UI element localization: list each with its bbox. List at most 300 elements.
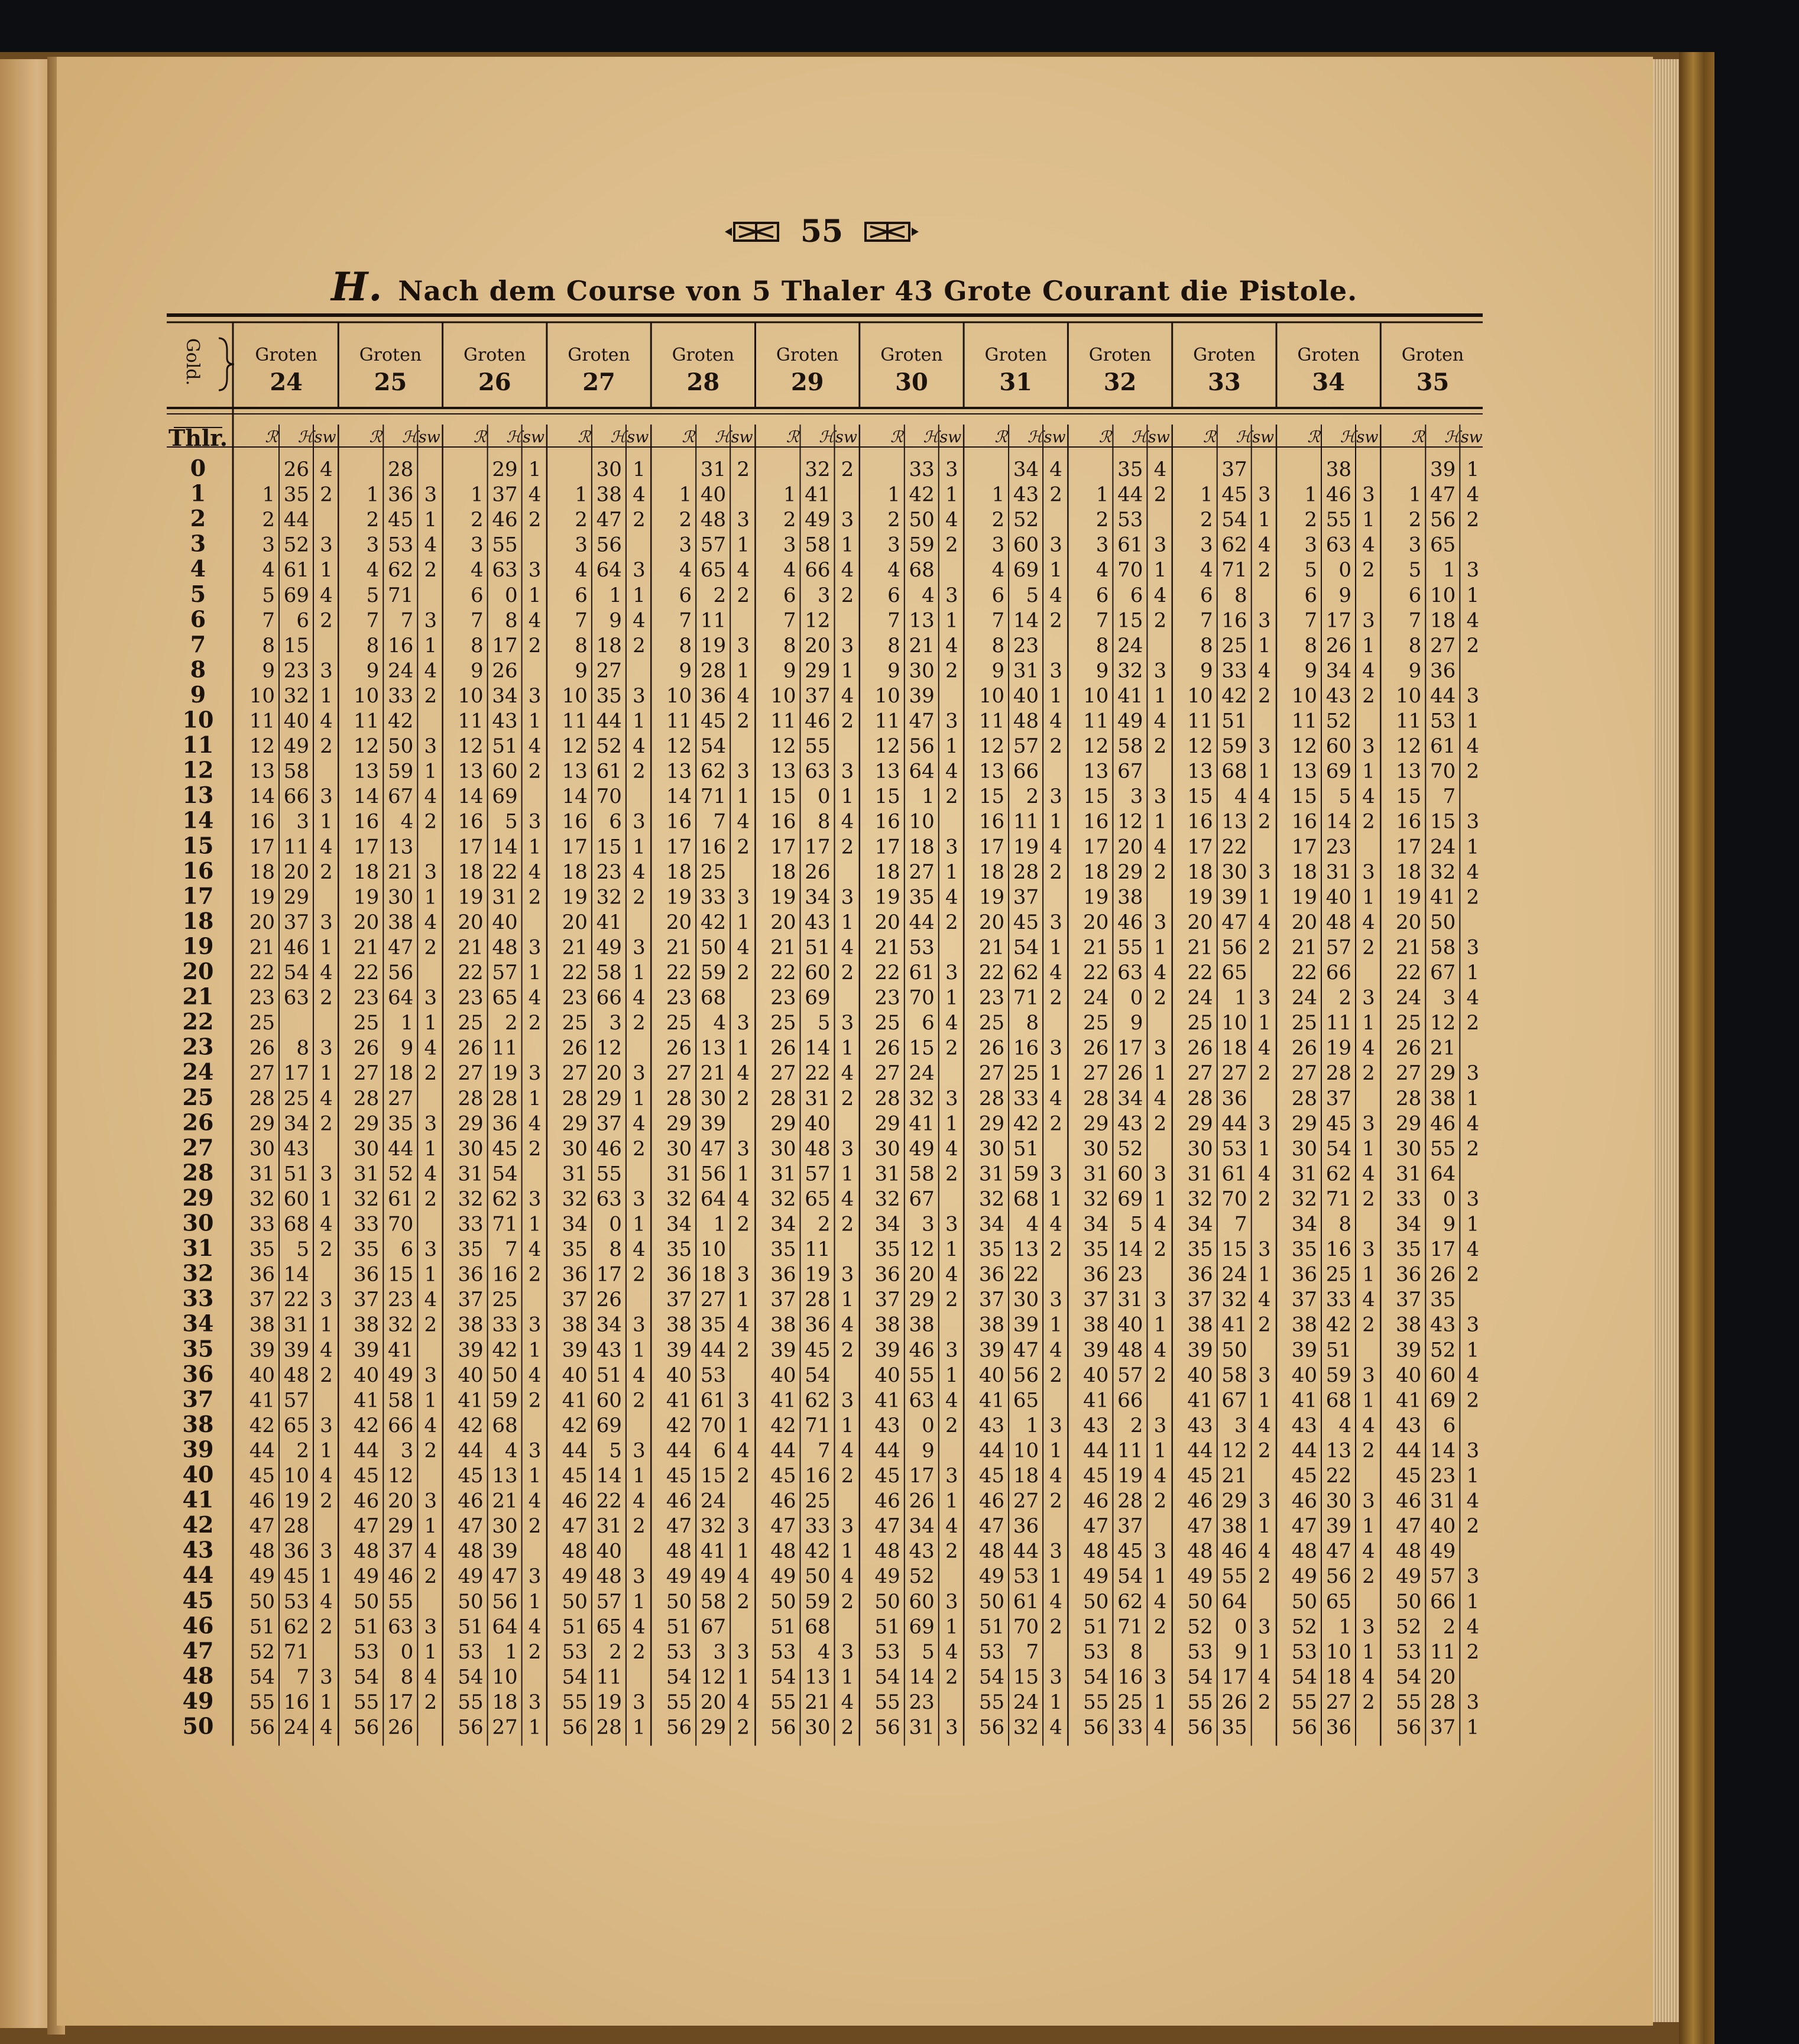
cell-swaren: 4 (320, 1716, 333, 1739)
cell-thaler: 18 (562, 860, 588, 884)
row-label: 46 (183, 1612, 214, 1638)
cell-swaren: 3 (320, 1162, 333, 1185)
cell-grote: 44 (701, 1338, 726, 1362)
cell-grote: 27 (1221, 1061, 1247, 1085)
cell-thaler: 40 (249, 1363, 275, 1387)
cell-grote: 69 (1430, 1388, 1456, 1412)
cell-grote: 71 (1221, 558, 1247, 582)
sub-header-reichsthaler: ℛ (682, 428, 696, 446)
cell-thaler: 45 (979, 1464, 1004, 1488)
cell-thaler: 1 (1200, 483, 1213, 507)
cell-thaler: 15 (1187, 785, 1213, 808)
cell-swaren: 1 (424, 1514, 437, 1538)
cell-swaren: 1 (841, 1540, 854, 1563)
cell-grote: 3 (609, 1011, 622, 1035)
cell-swaren: 1 (945, 1489, 958, 1513)
cell-thaler: 32 (354, 1187, 379, 1211)
cell-grote: 60 (805, 961, 830, 984)
cell-swaren: 3 (1049, 1665, 1062, 1689)
cell-grote: 49 (1117, 710, 1143, 733)
cell-thaler: 8 (887, 634, 900, 657)
cell-grote: 68 (909, 558, 935, 582)
cell-grote: 70 (1013, 1615, 1039, 1638)
cell-swaren: 3 (737, 1011, 750, 1035)
cell-swaren: 4 (945, 1640, 958, 1664)
cell-grote: 39 (284, 1338, 309, 1362)
cell-grote: 8 (505, 608, 518, 632)
cell-thaler: 11 (354, 710, 379, 733)
cell-grote: 28 (1117, 1489, 1143, 1513)
row-label: 34 (183, 1310, 214, 1337)
cell-grote: 33 (492, 1313, 517, 1337)
cell-swaren: 4 (1154, 710, 1167, 733)
cell-thaler: 54 (1187, 1665, 1213, 1689)
cell-swaren: 3 (945, 961, 958, 984)
cell-thaler: 48 (1396, 1540, 1421, 1563)
cell-thaler: 25 (354, 1011, 379, 1035)
cell-grote: 15 (1013, 1665, 1039, 1689)
cell-thaler: 30 (666, 1137, 692, 1161)
cell-thaler: 30 (875, 1137, 900, 1161)
cell-grote: 15 (284, 634, 309, 657)
cell-thaler: 10 (562, 684, 588, 708)
cell-thaler: 28 (979, 1087, 1004, 1110)
row-label: 13 (183, 782, 214, 808)
cell-thaler: 43 (1396, 1414, 1421, 1437)
cell-thaler: 16 (979, 810, 1004, 834)
cell-grote: 58 (909, 1162, 935, 1185)
cell-swaren: 2 (1466, 1514, 1479, 1538)
cell-swaren: 1 (1154, 1313, 1167, 1337)
cell-thaler: 54 (1083, 1665, 1108, 1689)
cell-grote: 18 (388, 1061, 413, 1085)
cell-thaler: 29 (875, 1112, 900, 1135)
cell-swaren: 1 (1362, 1263, 1375, 1287)
cell-swaren: 2 (737, 1338, 750, 1362)
column-heading-value: 35 (1416, 368, 1450, 396)
cell-thaler: 45 (354, 1464, 379, 1488)
cell-thaler: 39 (1187, 1338, 1213, 1362)
sub-header-reichsthaler: ℛ (369, 428, 384, 446)
cell-thaler: 27 (875, 1061, 900, 1085)
cell-grote: 70 (701, 1414, 726, 1437)
cell-swaren: 1 (1258, 1388, 1271, 1412)
cell-thaler: 42 (249, 1414, 275, 1437)
cell-swaren: 2 (633, 1514, 646, 1538)
cell-grote: 4 (818, 1640, 831, 1664)
cell-grote: 13 (492, 1464, 517, 1488)
cell-swaren: 4 (945, 1011, 958, 1035)
cell-thaler: 46 (979, 1489, 1004, 1513)
cell-swaren: 1 (1258, 1640, 1271, 1664)
cell-grote: 52 (1430, 1338, 1456, 1362)
cell-thaler: 27 (666, 1061, 692, 1085)
cell-grote: 14 (1013, 608, 1039, 632)
row-label: 47 (183, 1637, 214, 1664)
cell-thaler: 31 (770, 1162, 796, 1185)
cell-grote: 33 (1326, 1288, 1351, 1311)
cell-grote: 25 (1221, 634, 1247, 657)
cell-grote: 65 (1221, 961, 1247, 984)
cell-thaler: 8 (575, 634, 588, 657)
cell-swaren: 4 (529, 1615, 542, 1638)
row-label: 19 (183, 932, 214, 959)
cell-swaren: 4 (737, 1690, 750, 1714)
cell-grote: 45 (1013, 911, 1039, 934)
cell-thaler: 48 (1292, 1540, 1317, 1563)
cell-grote: 30 (388, 885, 413, 909)
page-number: 55 (800, 214, 843, 250)
cell-swaren: 4 (1466, 483, 1479, 507)
cell-grote: 36 (1221, 1087, 1247, 1110)
cell-thaler: 32 (562, 1187, 588, 1211)
cell-thaler: 56 (562, 1716, 588, 1739)
cell-swaren: 2 (633, 1137, 646, 1161)
row-label: 2 (190, 505, 206, 532)
cell-thaler: 45 (1187, 1464, 1213, 1488)
cell-grote: 32 (909, 1087, 935, 1110)
cell-thaler: 35 (1292, 1238, 1317, 1261)
cell-thaler: 27 (249, 1061, 275, 1085)
cell-grote: 70 (597, 785, 622, 808)
row-label: 20 (183, 958, 214, 984)
cell-thaler: 35 (354, 1238, 379, 1261)
cell-swaren: 2 (1049, 608, 1062, 632)
cell-grote: 48 (597, 1564, 622, 1588)
cell-grote: 35 (597, 684, 622, 708)
cell-swaren: 3 (737, 885, 750, 909)
cell-swaren: 4 (841, 810, 854, 834)
cell-thaler: 24 (1396, 986, 1421, 1010)
cell-thaler: 40 (562, 1363, 588, 1387)
row-label: 23 (183, 1034, 214, 1060)
cell-grote: 67 (1221, 1388, 1247, 1412)
cell-swaren: 3 (1258, 734, 1271, 758)
cell-thaler: 34 (1083, 1213, 1108, 1236)
cell-swaren: 1 (737, 911, 750, 934)
sub-header-grote: ℋ (1444, 428, 1463, 446)
cell-grote: 23 (388, 1288, 413, 1311)
cell-grote: 5 (922, 1640, 935, 1664)
cell-grote: 39 (1013, 1313, 1039, 1337)
cell-grote: 49 (388, 1363, 413, 1387)
cell-grote: 27 (492, 1716, 517, 1739)
cell-swaren: 3 (633, 935, 646, 959)
cell-thaler: 39 (458, 1338, 483, 1362)
cell-thaler: 19 (249, 885, 275, 909)
cell-grote: 32 (597, 885, 622, 909)
cell-grote: 17 (492, 634, 517, 657)
cell-grote: 34 (1013, 458, 1039, 481)
cell-swaren: 2 (1049, 1489, 1062, 1513)
cell-grote: 71 (1117, 1615, 1143, 1638)
cell-swaren: 2 (1258, 684, 1271, 708)
cell-thaler: 9 (262, 659, 275, 682)
cell-grote: 26 (1117, 1061, 1143, 1085)
cell-grote: 29 (909, 1288, 935, 1311)
cell-thaler: 31 (875, 1162, 900, 1185)
cell-thaler: 46 (1292, 1489, 1317, 1513)
cell-thaler: 53 (1396, 1640, 1421, 1664)
cell-grote: 65 (1430, 533, 1456, 557)
cell-thaler: 18 (249, 860, 275, 884)
cell-grote: 25 (1117, 1690, 1143, 1714)
sub-header-grote: ℋ (923, 428, 941, 446)
cell-swaren: 2 (424, 1061, 437, 1085)
cell-thaler: 55 (458, 1690, 483, 1714)
cell-swaren: 4 (945, 508, 958, 532)
row-label: 35 (183, 1335, 214, 1362)
cell-swaren: 3 (1362, 1489, 1375, 1513)
cell-swaren: 3 (1258, 483, 1271, 507)
cell-swaren: 4 (1154, 835, 1167, 859)
cell-swaren: 3 (529, 684, 542, 708)
cell-thaler: 37 (1292, 1288, 1317, 1311)
cell-grote: 14 (492, 835, 517, 859)
cell-swaren: 1 (1258, 1011, 1271, 1035)
cell-swaren: 3 (1362, 1615, 1375, 1638)
cell-grote: 46 (492, 508, 517, 532)
cell-grote: 71 (284, 1640, 309, 1664)
cell-thaler: 17 (458, 835, 483, 859)
cell-grote: 66 (1326, 961, 1351, 984)
sub-header-reichsthaler: ℛ (890, 428, 905, 446)
cell-grote: 49 (701, 1564, 726, 1588)
cell-thaler: 36 (770, 1263, 796, 1287)
cell-swaren: 1 (320, 1313, 333, 1337)
row-label: 25 (183, 1084, 214, 1110)
row-label: 32 (183, 1260, 214, 1287)
column-heading-groten: Groten (1297, 345, 1360, 365)
cell-thaler: 13 (562, 760, 588, 783)
cell-thaler: 32 (979, 1187, 1004, 1211)
cell-grote: 15 (1430, 810, 1456, 834)
cell-thaler: 18 (1187, 860, 1213, 884)
cell-thaler: 55 (875, 1690, 900, 1714)
row-label: 33 (183, 1285, 214, 1311)
cell-swaren: 2 (1154, 1238, 1167, 1261)
cell-grote: 28 (1326, 1061, 1351, 1085)
cell-swaren: 4 (320, 835, 333, 859)
cell-grote: 5 (505, 810, 518, 834)
cell-swaren: 2 (841, 1464, 854, 1488)
sub-header-reichsthaler: ℛ (1412, 428, 1426, 446)
cell-grote: 27 (909, 860, 935, 884)
cell-swaren: 4 (1258, 533, 1271, 557)
cell-thaler: 28 (562, 1087, 588, 1110)
cell-grote: 56 (1326, 1564, 1351, 1588)
cell-thaler: 7 (1409, 608, 1422, 632)
cell-thaler: 1 (1409, 483, 1422, 507)
cell-thaler: 25 (770, 1011, 796, 1035)
cell-swaren: 3 (737, 1137, 750, 1161)
cell-grote: 10 (492, 1665, 517, 1689)
cell-grote: 49 (909, 1137, 935, 1161)
cell-thaler: 21 (354, 935, 379, 959)
cell-thaler: 47 (354, 1514, 379, 1538)
cell-grote: 41 (1430, 885, 1456, 909)
cell-grote: 62 (492, 1187, 517, 1211)
cell-grote: 44 (909, 911, 935, 934)
cell-swaren: 2 (529, 760, 542, 783)
cell-grote: 66 (284, 785, 309, 808)
cell-thaler: 36 (1396, 1263, 1421, 1287)
cell-swaren: 3 (945, 710, 958, 733)
cell-grote: 17 (1430, 1238, 1456, 1261)
cell-swaren: 2 (320, 1363, 333, 1387)
cell-grote: 19 (1117, 1464, 1143, 1488)
cell-swaren: 1 (529, 1338, 542, 1362)
cell-grote: 20 (1430, 1665, 1456, 1689)
cell-swaren: 2 (633, 885, 646, 909)
cell-thaler: 29 (666, 1112, 692, 1135)
cell-thaler: 9 (1304, 659, 1317, 682)
cell-grote: 37 (492, 483, 517, 507)
cell-thaler: 15 (770, 785, 796, 808)
cell-swaren: 4 (737, 1313, 750, 1337)
cell-thaler: 49 (1396, 1564, 1421, 1588)
column-heading-value: 29 (791, 368, 824, 396)
cell-swaren: 1 (633, 1213, 646, 1236)
cell-swaren: 3 (1049, 911, 1062, 934)
cell-swaren: 1 (737, 785, 750, 808)
cell-swaren: 1 (1049, 1439, 1062, 1462)
cell-thaler: 28 (1187, 1087, 1213, 1110)
sub-header-swaren: sw (1148, 428, 1170, 446)
cell-thaler: 36 (979, 1263, 1004, 1287)
cell-swaren: 3 (529, 1061, 542, 1085)
column-heading-groten: Groten (1402, 345, 1464, 365)
cell-thaler: 55 (666, 1690, 692, 1714)
cell-thaler: 18 (458, 860, 483, 884)
cell-thaler: 21 (979, 935, 1004, 959)
cell-thaler: 23 (770, 986, 796, 1010)
cell-thaler: 37 (979, 1288, 1004, 1311)
cell-grote: 34 (1117, 1087, 1143, 1110)
cell-swaren: 1 (945, 734, 958, 758)
cell-thaler: 25 (979, 1011, 1004, 1035)
cell-swaren: 1 (633, 1716, 646, 1739)
cell-grote: 36 (388, 483, 413, 507)
brace-icon (219, 338, 234, 390)
cell-thaler: 34 (1292, 1213, 1317, 1236)
cell-thaler: 19 (1396, 885, 1421, 909)
cell-swaren: 1 (633, 961, 646, 984)
cell-thaler: 41 (1292, 1388, 1317, 1412)
cell-grote: 45 (492, 1137, 517, 1161)
cell-thaler: 17 (979, 835, 1004, 859)
cell-thaler: 51 (979, 1615, 1004, 1638)
cell-thaler: 56 (770, 1716, 796, 1739)
cell-swaren: 3 (1362, 986, 1375, 1010)
cell-swaren: 1 (424, 885, 437, 909)
cell-grote: 38 (1326, 458, 1351, 481)
cell-thaler: 50 (354, 1590, 379, 1614)
cell-swaren: 2 (737, 1213, 750, 1236)
cell-thaler: 12 (1187, 734, 1213, 758)
cell-thaler: 18 (1292, 860, 1317, 884)
cell-swaren: 3 (841, 634, 854, 657)
row-label: 3 (190, 530, 206, 557)
cell-thaler: 4 (471, 558, 484, 582)
cell-swaren: 2 (945, 659, 958, 682)
cell-thaler: 17 (1396, 835, 1421, 859)
cell-swaren: 4 (529, 1489, 542, 1513)
row-label: 27 (183, 1134, 214, 1161)
cell-swaren: 4 (841, 935, 854, 959)
cell-swaren: 3 (737, 1388, 750, 1412)
cell-swaren: 3 (529, 810, 542, 834)
cell-thaler: 8 (471, 634, 484, 657)
cell-swaren: 2 (633, 1388, 646, 1412)
cell-grote: 64 (909, 760, 935, 783)
cell-grote: 49 (805, 508, 830, 532)
cell-swaren: 4 (320, 1590, 333, 1614)
cell-grote: 5 (818, 1011, 831, 1035)
cell-grote: 48 (1013, 710, 1039, 733)
cell-swaren: 4 (633, 1112, 646, 1135)
cell-grote: 17 (388, 1690, 413, 1714)
cell-thaler: 27 (458, 1061, 483, 1085)
cell-grote: 2 (1443, 1615, 1456, 1638)
cell-thaler: 37 (1396, 1288, 1421, 1311)
cell-grote: 26 (388, 1716, 413, 1739)
cell-thaler: 39 (354, 1338, 379, 1362)
cell-thaler: 7 (575, 608, 588, 632)
cell-swaren: 1 (529, 458, 542, 481)
cell-thaler: 1 (1096, 483, 1109, 507)
cell-swaren: 3 (1154, 1036, 1167, 1060)
cell-thaler: 34 (1187, 1213, 1213, 1236)
cell-grote: 64 (492, 1615, 517, 1638)
cell-thaler: 25 (1083, 1011, 1108, 1035)
cell-grote: 19 (1326, 1036, 1351, 1060)
cell-grote: 13 (1221, 810, 1247, 834)
cell-swaren: 1 (633, 1338, 646, 1362)
cell-thaler: 44 (666, 1439, 692, 1462)
cell-grote: 65 (1326, 1590, 1351, 1614)
cell-thaler: 53 (875, 1640, 900, 1664)
cell-swaren: 1 (424, 1263, 437, 1287)
cell-swaren: 3 (841, 1011, 854, 1035)
cell-grote: 23 (1430, 1464, 1456, 1488)
cell-swaren: 2 (737, 1087, 750, 1110)
row-label: 28 (183, 1159, 214, 1185)
cell-grote: 70 (1117, 558, 1143, 582)
cell-thaler: 36 (666, 1263, 692, 1287)
cell-swaren: 3 (841, 1137, 854, 1161)
cell-swaren: 1 (841, 533, 854, 557)
cell-thaler: 22 (249, 961, 275, 984)
cell-thaler: 4 (1200, 558, 1213, 582)
cell-grote: 36 (701, 684, 726, 708)
row-label: 11 (183, 731, 214, 758)
cell-grote: 4 (505, 1439, 518, 1462)
cell-thaler: 7 (471, 608, 484, 632)
cell-thaler: 26 (249, 1036, 275, 1060)
cell-thaler: 15 (979, 785, 1004, 808)
cell-thaler: 10 (770, 684, 796, 708)
cell-grote: 66 (1117, 1388, 1143, 1412)
cell-grote: 21 (1430, 1036, 1456, 1060)
cell-grote: 21 (701, 1061, 726, 1085)
cell-swaren: 2 (529, 508, 542, 532)
cell-grote: 21 (805, 1690, 830, 1714)
cell-thaler: 10 (458, 684, 483, 708)
cell-grote: 26 (1221, 1690, 1247, 1714)
cell-grote: 22 (492, 860, 517, 884)
cell-thaler: 12 (979, 734, 1004, 758)
